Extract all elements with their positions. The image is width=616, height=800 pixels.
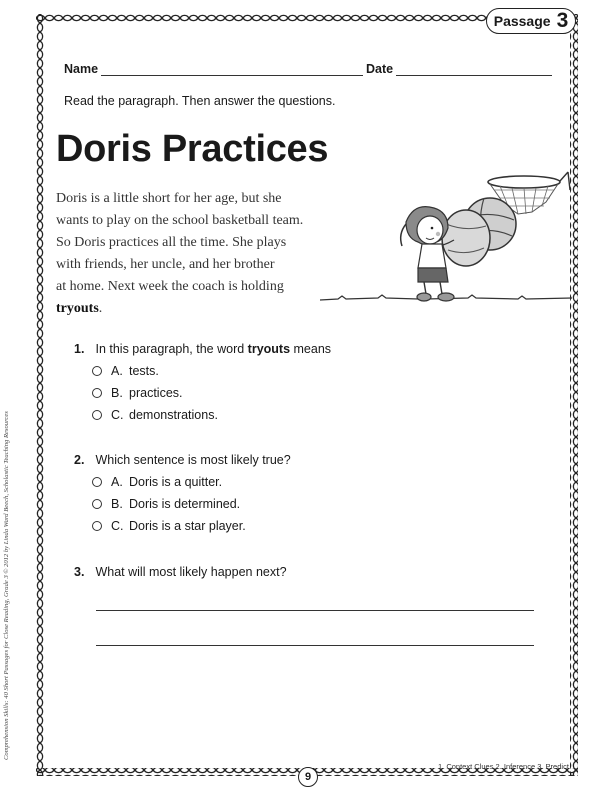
reading-paragraph <box>56 188 326 320</box>
radio-button[interactable] <box>92 366 102 376</box>
option-letter: B. <box>111 497 123 511</box>
option-1c[interactable] <box>92 408 218 422</box>
name-label: Name <box>64 62 99 76</box>
option-letter: C. <box>111 408 124 422</box>
passage-label: Passage <box>493 13 551 29</box>
radio-button[interactable] <box>92 410 102 420</box>
paragraph-line: So Doris practices all the time. She plays <box>56 235 287 250</box>
question-text: What will most likely happen next? <box>95 565 287 579</box>
paragraph-line-last <box>56 298 326 320</box>
bold-word: tryouts <box>56 301 99 316</box>
option-letter: A. <box>111 475 123 489</box>
option-2c[interactable] <box>92 519 246 533</box>
option-text: Doris is a quitter. <box>129 475 223 489</box>
question-1 <box>74 342 331 356</box>
radio-button[interactable] <box>92 499 102 509</box>
radio-button[interactable] <box>92 477 102 487</box>
paragraph-line: with friends, her uncle, and her brother <box>56 257 275 272</box>
option-2a[interactable] <box>92 475 222 489</box>
girl-basketball-illustration <box>318 168 574 310</box>
question-text-end: means <box>290 342 332 356</box>
question-number: 3. <box>74 565 85 579</box>
question-text: Which sentence is most likely true? <box>95 453 291 467</box>
passage-number: 3 <box>556 9 569 32</box>
option-2b[interactable] <box>92 497 240 511</box>
option-text: Doris is determined. <box>129 497 241 511</box>
option-1a[interactable] <box>92 364 159 378</box>
date-field[interactable] <box>396 75 552 76</box>
question-2 <box>74 453 291 467</box>
question-number: 2. <box>74 453 85 467</box>
answer-line-2[interactable] <box>96 645 534 646</box>
passage-badge <box>486 8 576 34</box>
question-bold-word: tryouts <box>247 342 291 356</box>
paragraph-line: Doris is a little short for her age, but she <box>56 191 282 206</box>
name-field[interactable] <box>101 75 363 76</box>
option-text: practices. <box>129 386 183 400</box>
instructions: Read the paragraph. Then answer the questions. <box>64 94 336 108</box>
option-1b[interactable] <box>92 386 183 400</box>
option-text: demonstrations. <box>129 408 218 422</box>
question-number: 1. <box>74 342 85 356</box>
answer-line-1[interactable] <box>96 610 534 611</box>
date-label: Date <box>366 62 394 76</box>
radio-button[interactable] <box>92 388 102 398</box>
page-title: Doris Practices <box>56 128 329 170</box>
period: . <box>98 301 103 316</box>
question-text: In this paragraph, the word <box>95 342 248 356</box>
option-letter: A. <box>111 364 123 378</box>
credit-line: Comprehension Skills: 40 Short Passages for Close Reading, Grade 3 © 2012 by Linda Ward Beech, Scholastic Teaching Resources <box>3 411 10 760</box>
question-3 <box>74 565 287 579</box>
option-text: tests. <box>129 364 159 378</box>
option-letter: B. <box>111 386 123 400</box>
radio-button[interactable] <box>92 521 102 531</box>
page-number: 9 <box>298 767 318 787</box>
paragraph-line: at home. Next week the coach is holding <box>56 279 284 294</box>
paragraph-line: wants to play on the school basketball team. <box>56 213 304 228</box>
skills-list: 1. Context Clues 2. Inference 3. Predict <box>438 762 569 771</box>
option-text: Doris is a star player. <box>129 519 246 533</box>
option-letter: C. <box>111 519 124 533</box>
